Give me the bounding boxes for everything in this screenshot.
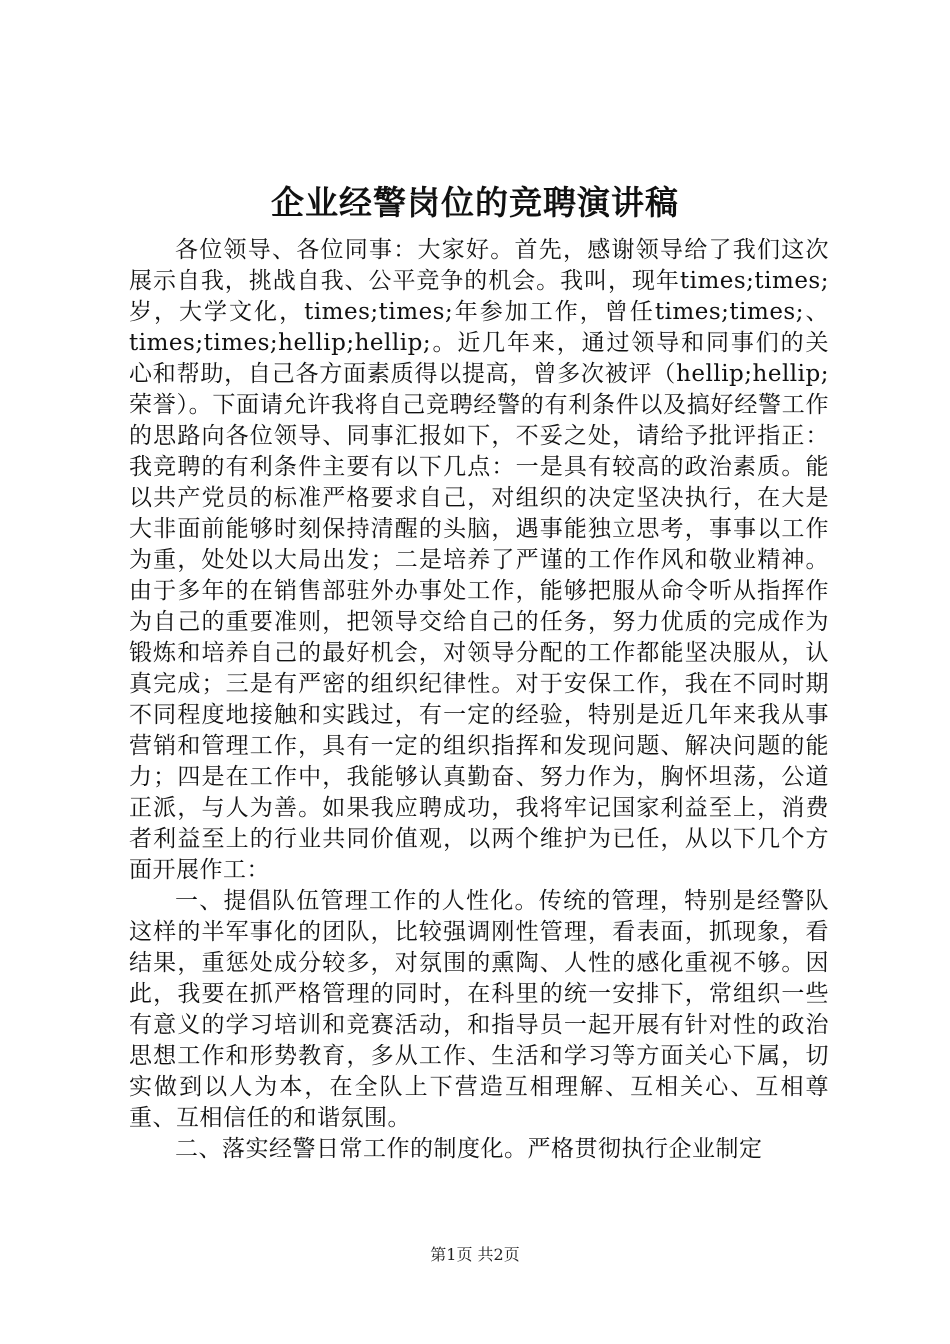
page-footer — [0, 1245, 950, 1265]
document-title: 企业经警岗位的竞聘演讲稿 — [271, 183, 679, 222]
paragraph-point-two: 二、落实经警日常工作的制度化。严格贯彻执行企业制定 — [175, 1136, 763, 1162]
document-body — [129, 235, 829, 1165]
paragraph-intro: 各位领导、各位同事：大家好。首先，感谢领导给了我们这次展示自我，挑战自我、公平竞争的机会。我叫，现年times;times;岁，大学文化，times;times;年参加工作，曾任times;times;、times;times;hellip;hellip;。近几年来，通过领导和同事们的关心和帮助，自己各方面素质得以提高，曾多次被评（hellip;hellip;荣誉）。下面请允许我将自己竞聘经警的有利条件以及搞好经警工作的思路向各位领导、同事汇报如下，不妥之处，请给予批评指正：我竞聘的有利条件主要有以下几点：一是具有较高的政治素质。能以共产党员的标准严格要求自己，对组织的决定坚决执行，在大是大非面前能够时刻保持清醒的头脑，遇事能独立思考，事事以工作为重，处处以大局出发；二是培养了严谨的工作作风和敬业精神。由于多年的在销售部驻外办事处工作，能够把服从命令听从指挥作为自己的重要准则，把领导交给自己的任务，努力优质的完成作为锻炼和培养自己的最好机会，对领导分配的工作都能坚决服从，认真完成；三是有严密的组织纪律性。对于安保工作，我在不同时期不同程度地接触和实践过，有一定的经验，特别是近几年来我从事营销和管理工作，具有一定的组织指挥和发现问题、解决问题的能力；四是在工作中，我能够认真勤奋、努力作为，胸怀坦荡，公道正派，与人为善。如果我应聘成功，我将牢记国家利益至上，消费者利益至上的行业共同价值观，以两个维护为已任，从以下几个方面开展作工： — [129, 237, 829, 883]
page-number: 第1页 共2页 — [430, 1245, 520, 1264]
paragraph-point-one: 一、提倡队伍管理工作的人性化。传统的管理，特别是经警队这样的半军事化的团队，比较强调刚性管理，看表面，抓现象，看结果，重惩处成分较多，对氛围的熏陶、人性的感化重视不够。因此，我要在抓严格管理的同时，在科里的统一安排下，常组织一些有意义的学习培训和竞赛活动，和指导员一起开展有针对性的政治思想工作和形势教育，多从工作、生活和学习等方面关心下属，切实做到以人为本，在全队上下营造互相理解、互相关心、互相尊重、互相信任的和谐氛围。 — [129, 888, 829, 1131]
